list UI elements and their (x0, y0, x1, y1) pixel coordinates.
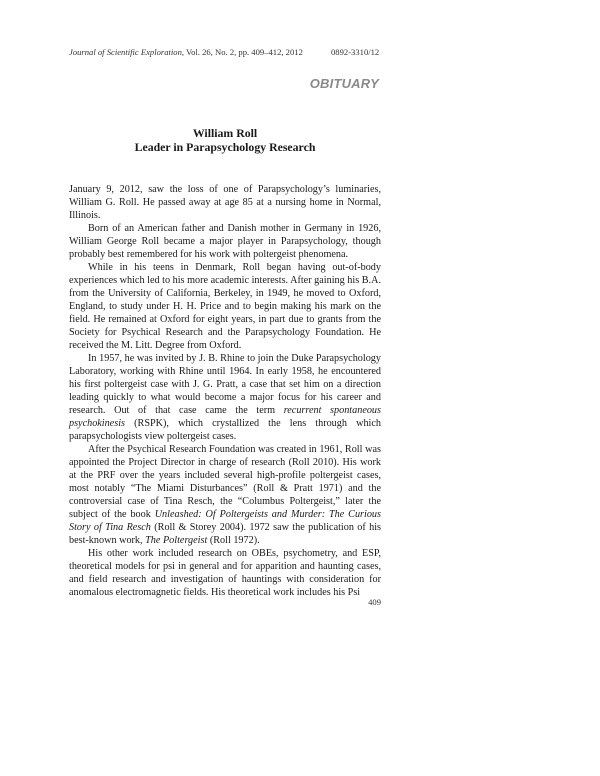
body-paragraph (69, 222, 381, 261)
citation-details: , Vol. 26, No. 2, pp. 409–412, 2012 (181, 47, 303, 57)
italic-text: recurrent spontaneous psychokinesis (69, 405, 381, 429)
paragraph-text: While in his teens in Denmark, Roll began having out-of-body experiences which led to his more academic interests. After gaining his B.A. from the University of California, Berkeley, in 1949, he moved to Oxford, England, to study under H. H. Price and to begin making his mark on the field. He remained at Oxford for eight years, in part due to grants from the Society for Psychical Research and the Parapsychology Foundation. He received the M. Litt. Degree from Oxford. (69, 262, 381, 351)
paragraph-text: (Roll 1972). (207, 535, 260, 546)
section-label: OBITUARY (309, 76, 379, 91)
paragraph-text: Born of an American father and Danish mother in Germany in 1926, William George Roll became a major player in Parapsychology, though probably best remembered for his work with poltergeist phenomena. (69, 223, 381, 260)
italic-text: The Poltergeist (145, 535, 208, 546)
paragraph-text: (Roll & Storey 2004). 1972 saw the publication of his best-known work, (69, 522, 381, 546)
paragraph-text: After the Psychical Research Foundation was created in 1961, Roll was appointed the Project Director in charge of research (Roll 2010). His work at the PRF over the years included several high-profile poltergeist cases, most notably “The Miami Disturbances” (Roll & Pratt 1971) and the controversial case of Tina Resch, the “Columbus Poltergeist,” later the subject of the book (69, 444, 381, 520)
paragraph-text: January 9, 2012, saw the loss of one of Parapsychology’s luminaries, William G. Roll. He passed away at age 85 at a nursing home in Normal, Illinois. (69, 184, 381, 221)
paragraph-text: In 1957, he was invited by J. B. Rhine to join the Duke Parapsychology Laboratory, working with Rhine until 1964. In early 1958, he encountered his first poltergeist case with J. G. Pratt, a case that set him on a direction leading quickly to what would become a major focus for his career and research. Out of that case came the term (69, 353, 381, 416)
journal-name: Journal of Scientific Exploration (69, 47, 182, 57)
article-title: William Roll (192, 126, 258, 140)
paragraph-text: (RSPK), which crystallized the lens through which parapsychologists view poltergeist cases. (69, 418, 381, 442)
body-paragraph (69, 352, 381, 443)
article-body (69, 183, 381, 599)
body-paragraph (69, 183, 381, 222)
body-paragraph (69, 547, 381, 599)
paragraph-text: His other work included research on OBEs, psychometry, and ESP, theoretical models for psi in general and for apparition and haunting cases, and field research and investigation of hauntings with consideration for anomalous electromagnetic fields. His theoretical work includes his Psi (69, 548, 381, 598)
page-number: 409 (368, 597, 381, 607)
issn: 0892-3310/12 (331, 47, 380, 57)
italic-text: Unleashed: Of Poltergeists and Murder: The Curious Story of Tina Resch (69, 509, 381, 533)
article-subtitle: Leader in Parapsychology Research (134, 140, 316, 154)
body-paragraph (69, 443, 381, 547)
body-paragraph (69, 261, 381, 352)
article-heading (69, 126, 381, 154)
